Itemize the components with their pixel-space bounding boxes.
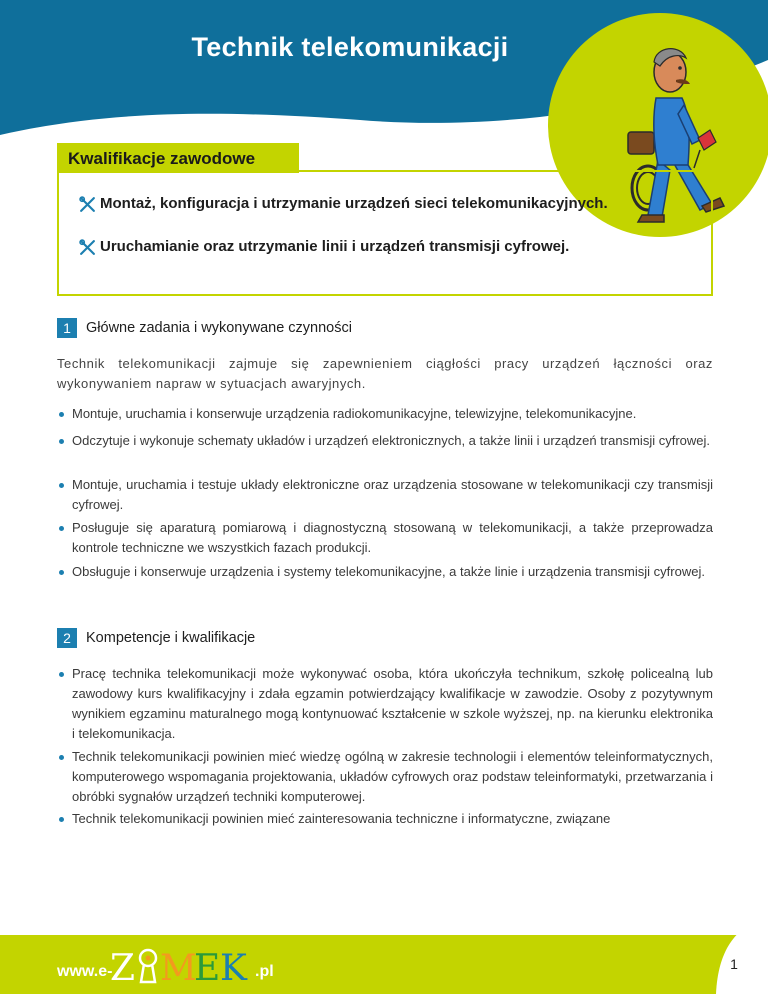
bullet-dot <box>59 526 64 531</box>
page-title: Technik telekomunikacji <box>191 32 509 62</box>
section-1-intro: Technik telekomunikacji zajmuje się zapewnieniem ciągłości pracy urządzeń łączności oraz wykonywaniem napraw w sytuacjach awaryjnych. <box>57 356 713 391</box>
list-item <box>57 562 713 582</box>
bullet-dot <box>59 817 64 822</box>
bullet-dot <box>59 483 64 488</box>
qualifications-box <box>57 170 713 296</box>
section-title: Kompetencje i kwalifikacje <box>86 630 256 646</box>
section-title: Główne zadania i wykonywane czynności <box>86 320 352 336</box>
keyhole-icon <box>140 950 156 982</box>
list-item-text: Obsługuje i konserwuje urządzenia i systemy telekomunikacyjne, a także linie i urządzenia transmisji cyfrowej. <box>72 564 705 579</box>
list-item-text: Odczytuje i wykonuje schematy układów i urządzeń elektronicznych, a także linii i urządzeń transmisji cyfrowej. <box>72 433 710 448</box>
list-item-text: Technik telekomunikacji powinien mieć zainteresowania techniczne i informatyczne, związane <box>72 811 611 826</box>
section-1-heading <box>57 318 352 338</box>
list-item <box>57 475 713 515</box>
zamek-logo <box>108 944 258 988</box>
logo-letter: E <box>194 948 221 988</box>
logo-letter: M <box>160 948 197 988</box>
list-item-text: Montuje, uruchamia i testuje układy elektroniczne oraz urządzenia stosowane w telekomunikacji czy transmisji cyfrowej. <box>72 477 713 512</box>
tools-icon <box>79 239 96 256</box>
list-item <box>57 431 713 451</box>
qualification-item: Uruchamianie oraz utrzymanie linii i urządzeń transmisji cyfrowej. <box>100 238 570 255</box>
section-number: 2 <box>57 628 77 648</box>
qualifications-heading: Kwalifikacje zawodowe <box>57 143 299 173</box>
list-item <box>57 664 713 744</box>
section-number: 1 <box>57 318 77 338</box>
page-number: 1 <box>730 956 738 972</box>
bullet-dot <box>59 672 64 677</box>
logo-letter: Z <box>110 948 136 988</box>
footer-url-suffix: .pl <box>255 963 274 980</box>
list-item-text: Pracę technika telekomunikacji może wykonywać osoba, która ukończyła technikum, szkołę policealną lub zawodowy kurs kwalifikacyjny i zdała egzamin potwierdzający kwalifikacje w zawodzie. Osoby z pozytywnym wynikiem egzaminu maturalnego mogą kontynuować kształcenie w szkole wyższej, np. na kierunku elektronika i telekomunikacja. <box>72 666 713 741</box>
list-item <box>57 747 713 807</box>
list-item-text: Technik telekomunikacji powinien mieć wiedzę ogólną w zakresie technologii i elementów teleinformatycznych, komputerowego wspomagania projektowania, układów cyfrowych oraz podstaw teleinformatyki, przetwarzania i obróbki sygnałów urządzeń techniki komputerowej. <box>72 749 713 804</box>
list-item-text: Posługuje się aparaturą pomiarową i diagnostyczną stosowaną w telekomunikacji, a także przeprowadza kontrole techniczne we wszystkich fazach produkcji. <box>72 520 713 555</box>
bullet-dot <box>59 439 64 444</box>
logo-letter: K <box>220 948 247 988</box>
bullet-dot <box>59 412 64 417</box>
bullet-dot <box>59 570 64 575</box>
list-item <box>57 518 713 558</box>
bullet-dot <box>59 755 64 760</box>
list-item-text: Montuje, uruchamia i konserwuje urządzenia radiokomunikacyjne, telewizyjne, telekomunikacyjne. <box>72 406 637 421</box>
qualification-item: Montaż, konfiguracja i utrzymanie urządzeń sieci telekomunikacyjnych. <box>100 195 608 212</box>
footer-url-prefix: www.e- <box>57 963 113 980</box>
section-2-heading <box>57 628 255 648</box>
tools-icon <box>79 196 96 213</box>
list-item <box>57 809 713 829</box>
list-item <box>57 404 713 424</box>
